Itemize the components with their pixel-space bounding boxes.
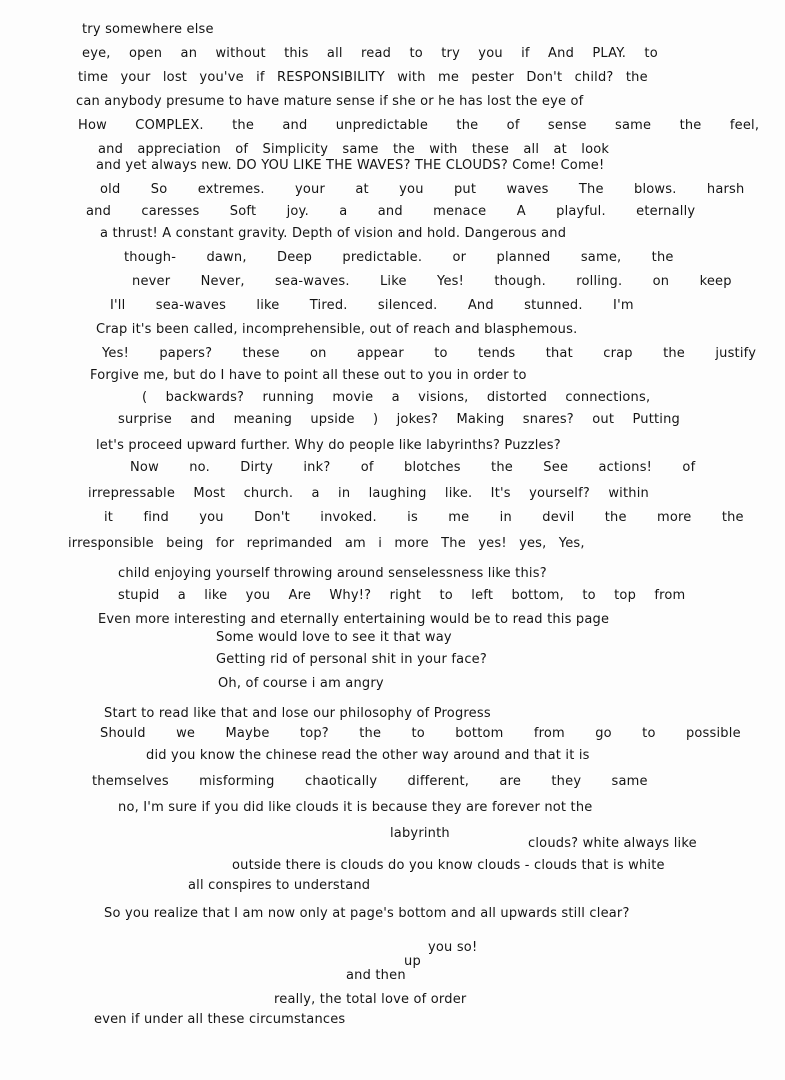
- text-line: did you know the chinese read the other way around and that it is: [146, 748, 590, 763]
- text-line: and appreciation of Simplicity same the with these all at look: [98, 142, 610, 157]
- text-line: never Never, sea-waves. Like Yes! though. rolling. on keep: [132, 274, 732, 289]
- text-line: Some would love to see it that way: [216, 630, 452, 645]
- text-line: irresponsible being for reprimanded am i more The yes! yes, Yes,: [68, 536, 585, 551]
- text-line: clouds? white always like: [528, 836, 697, 851]
- text-line: time your lost you've if RESPONSIBILITY with me pester Don't child? the: [78, 70, 648, 85]
- text-line: can anybody presume to have mature sense if she or he has lost the eye of: [76, 94, 584, 109]
- text-line: and yet always new. DO YOU LIKE THE WAVES? THE CLOUDS? Come! Come!: [96, 158, 605, 173]
- text-line: Now no. Dirty ink? of blotches the See actions! of: [130, 460, 696, 475]
- text-line: all conspires to understand: [188, 878, 371, 893]
- text-line: up: [404, 954, 421, 969]
- text-line: themselves misforming chaotically different, are they same: [92, 774, 648, 789]
- text-line: a thrust! A constant gravity. Depth of vision and hold. Dangerous and: [100, 226, 567, 241]
- text-line: eye, open an without this all read to try you if And PLAY. to: [82, 46, 658, 61]
- text-line: outside there is clouds do you know clouds - clouds that is white: [232, 858, 665, 873]
- text-line: So you realize that I am now only at page's bottom and all upwards still clear?: [104, 906, 630, 921]
- text-line: even if under all these circumstances: [94, 1012, 346, 1027]
- text-line: Should we Maybe top? the to bottom from go to possible: [100, 726, 741, 741]
- text-line: Even more interesting and eternally entertaining would be to read this page: [98, 612, 610, 627]
- text-line: Yes! papers? these on appear to tends that crap the justify: [102, 346, 757, 361]
- text-line: Crap it's been called, incomprehensible, out of reach and blasphemous.: [96, 322, 578, 337]
- text-line: ( backwards? running movie a visions, distorted connections,: [142, 390, 651, 405]
- text-line: How COMPLEX. the and unpredictable the of sense same the feel,: [78, 118, 760, 133]
- text-line: really, the total love of order: [274, 992, 467, 1007]
- text-line: try somewhere else: [82, 22, 214, 37]
- text-line: and then: [346, 968, 406, 983]
- text-line: though- dawn, Deep predictable. or planned same, the: [124, 250, 674, 265]
- text-line: it find you Don't invoked. is me in devil the more the: [104, 510, 744, 525]
- text-line: you so!: [428, 940, 478, 955]
- text-line: and caresses Soft joy. a and menace A playful. eternally: [86, 204, 696, 219]
- text-line: Oh, of course i am angry: [218, 676, 384, 691]
- text-line: old So extremes. your at you put waves The blows. harsh: [100, 182, 745, 197]
- text-line: let's proceed upward further. Why do people like labyrinths? Puzzles?: [96, 438, 561, 453]
- text-line: child enjoying yourself throwing around senselessness like this?: [118, 566, 547, 581]
- text-line: I'll sea-waves like Tired. silenced. And stunned. I'm: [110, 298, 634, 313]
- text-line: surprise and meaning upside ) jokes? Making snares? out Putting: [118, 412, 681, 427]
- text-line: no, I'm sure if you did like clouds it is because they are forever not the: [118, 800, 593, 815]
- text-line: Start to read like that and lose our philosophy of Progress: [104, 706, 491, 721]
- text-line: irrepressable Most church. a in laughing like. It's yourself? within: [88, 486, 649, 501]
- text-line: labyrinth: [390, 826, 450, 841]
- text-line: stupid a like you Are Why!? right to left bottom, to top from: [118, 588, 686, 603]
- text-line: Getting rid of personal shit in your face?: [216, 652, 487, 667]
- text-line: Forgive me, but do I have to point all these out to you in order to: [90, 368, 527, 383]
